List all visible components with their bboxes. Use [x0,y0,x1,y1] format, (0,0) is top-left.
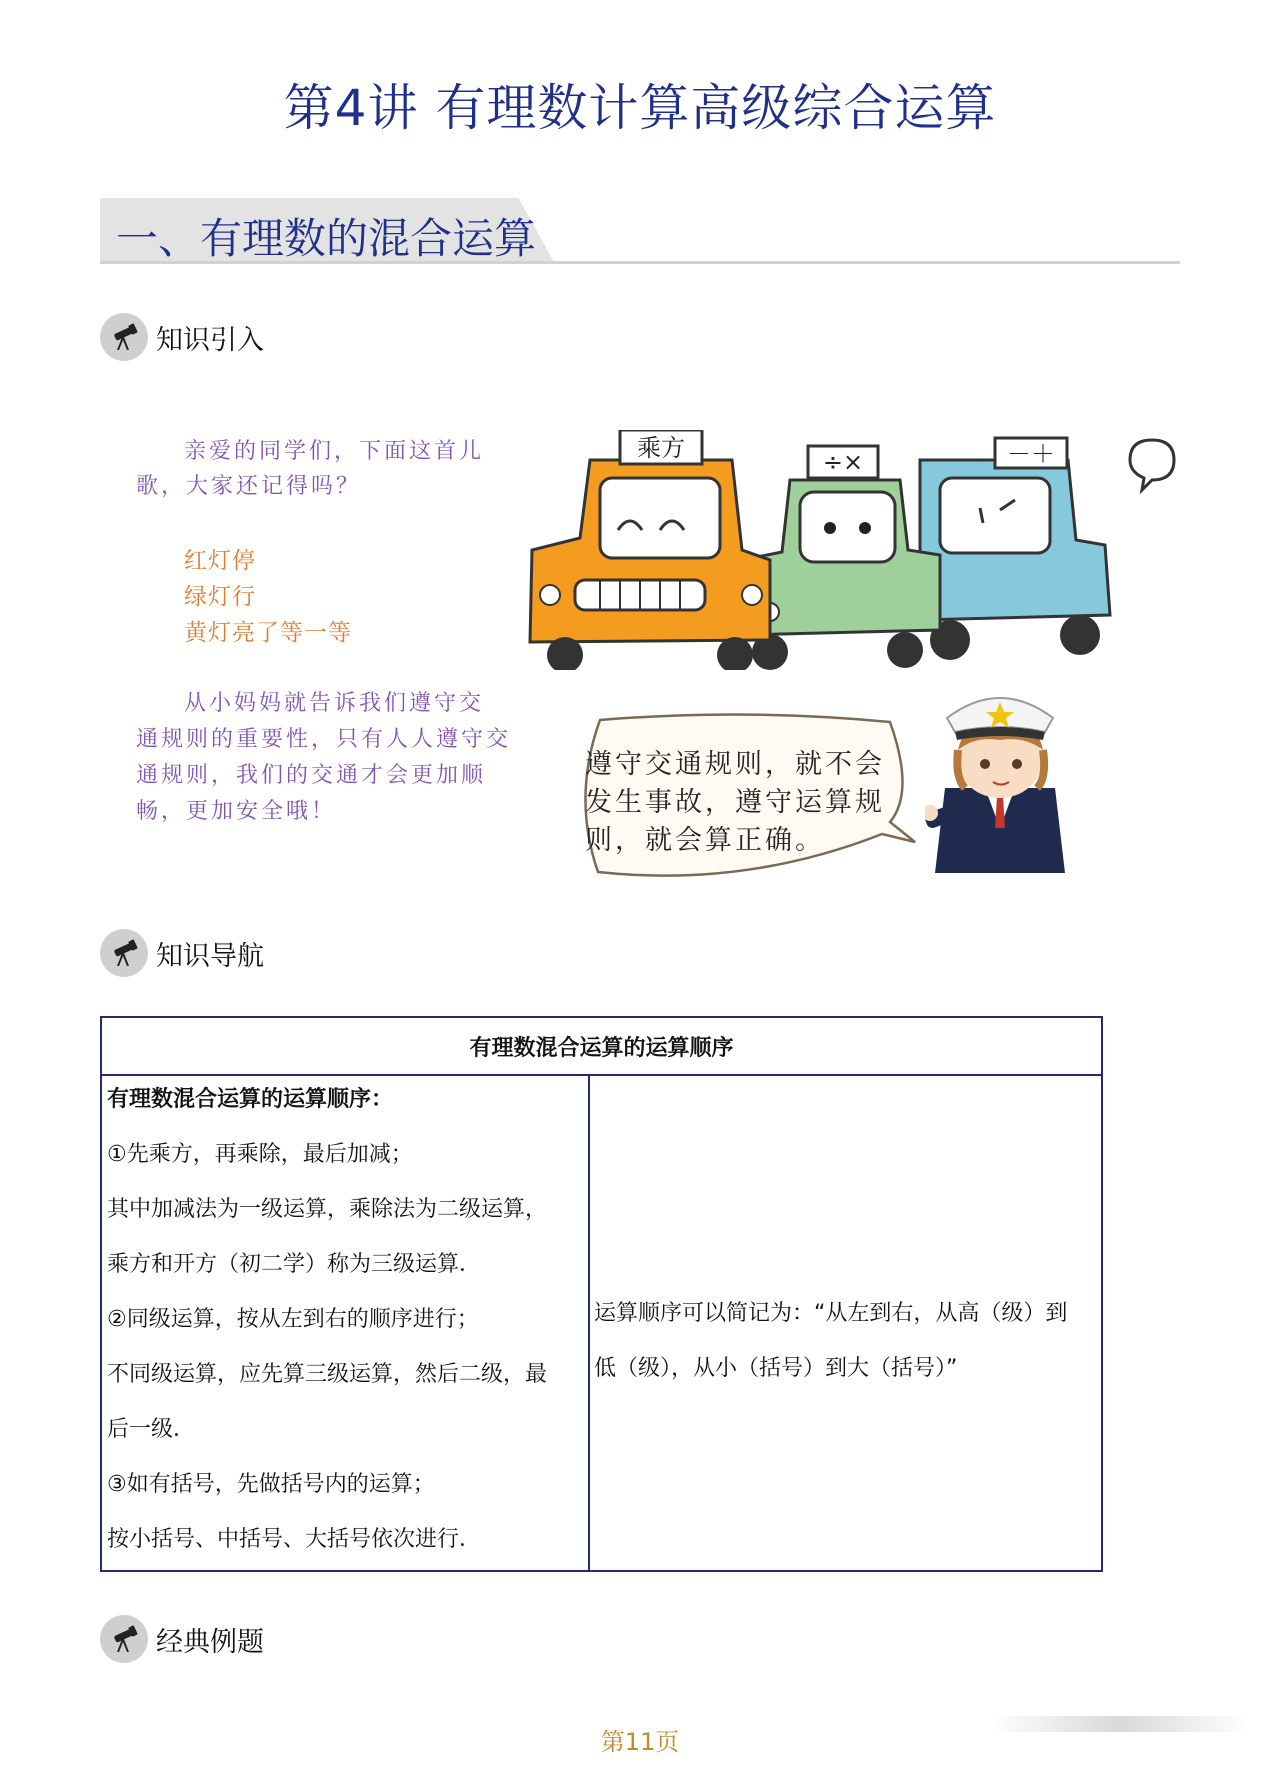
car-sign: ÷× [822,448,864,476]
section-title: 一、有理数的混合运算 [116,214,537,263]
table-left-cell [107,1080,585,1575]
table-left-line: 不同级运算，应先算三级运算，然后二级，最 [107,1362,548,1387]
subhead-intro [100,312,264,362]
poem-line: 畅，更加安全哦！ [136,799,337,824]
table-right-line: 运算顺序可以简记为：“从左到右，从高（级）到 [594,1301,1068,1326]
cars-illustration [520,430,1180,670]
subhead-intro-label: 知识引入 [156,324,264,356]
subhead-nav-label: 知识导航 [156,940,264,972]
orange-car [530,430,770,670]
car-sign: －＋ [1007,440,1055,468]
poem-line: 通规则的重要性，只有人人遵守交 [136,727,512,752]
song-line: 绿灯行 [184,584,256,610]
subhead-examples-label: 经典例题 [156,1626,264,1658]
table-left-heading: 有理数混合运算的运算顺序： [107,1087,394,1112]
table-left-line: 按小括号、中括号、大括号依次进行． [107,1527,482,1552]
table-left-line: 乘方和开方（初二学）称为三级运算． [107,1252,482,1277]
page-number: 第11页 [600,1728,680,1756]
poem-line: 亲爱的同学们，下面这首儿 [184,439,485,464]
blue-car [920,438,1110,660]
poem-line: 通规则，我们的交通才会更加顺 [136,763,487,788]
telescope-icon [100,1615,148,1663]
speech-text [585,742,915,856]
subhead-nav [100,928,264,978]
table-header: 有理数混合运算的运算顺序 [102,1018,1101,1076]
subhead-examples [100,1614,264,1664]
table-left-line: 其中加减法为一级运算，乘除法为二级运算， [107,1197,548,1222]
table-right-line: 低（级），从小（括号）到大（括号）” [594,1356,958,1381]
table-left-line: ②同级运算，按从左到右的顺序进行； [107,1307,479,1332]
poem-line: 歌，大家还记得吗？ [136,474,362,499]
car-sign: 乘方 [637,434,685,462]
table-left-line: ③如有括号，先做括号内的运算； [107,1472,435,1497]
police-officer-illustration [925,688,1075,878]
telescope-icon [100,313,148,361]
table-right-cell [594,1294,1099,1404]
speech-line: 发生事故，遵守运算规 [585,787,885,818]
section-banner [100,198,1180,264]
table-left-line: ①先乘方，再乘除，最后加减； [107,1142,413,1167]
speech-line: 则，就会算正确。 [585,825,825,856]
knowledge-table [100,1016,1103,1572]
song-line: 黄灯亮了等一等 [184,620,352,646]
speech-line: 遵守交通规则，就不会 [585,749,885,780]
poem-line: 从小妈妈就告诉我们遵守交 [184,691,485,716]
table-left-line: 后一级． [107,1417,196,1442]
song-line: 红灯停 [184,548,256,574]
page-title: 第4讲 有理数计算高级综合运算 [283,79,997,137]
telescope-icon [100,929,148,977]
